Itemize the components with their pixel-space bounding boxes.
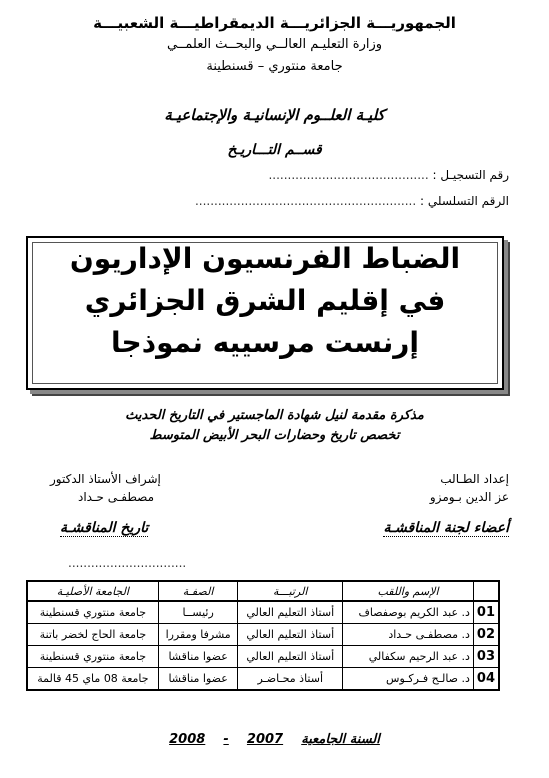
title-line-1: الضباط الفرنسيون الإداريون <box>69 242 461 275</box>
table-row <box>27 624 499 646</box>
row-number: 02 <box>473 624 499 646</box>
header-rank: الرتبـــة <box>238 581 343 601</box>
academic-year-end: 2008 <box>169 732 206 747</box>
member-rank: أستاذ التعليم العالي <box>238 624 343 646</box>
member-rank: أستاذ محـاضـر <box>238 668 343 691</box>
member-role: عضوا مناقشا <box>158 668 238 691</box>
department-line: قســم التـــاريـخ <box>227 142 322 158</box>
table-row <box>27 668 499 691</box>
member-university: جامعة الحاج لخضر باتنة <box>27 624 158 646</box>
member-rank: أستاذ التعليم العالي <box>238 601 343 624</box>
header-num <box>473 581 499 601</box>
supervisor-name: مصطفـى حـداد <box>78 490 154 504</box>
member-university: جامعة منتوري قسنطينة <box>27 601 158 624</box>
discussion-date-value: ............................... <box>68 556 187 570</box>
supervision-label: إشراف الأستاذ الدكتور <box>50 472 161 486</box>
title-box-inner-border <box>32 242 498 384</box>
memo-line-2: تخصص تاريخ وحضارات البحر الأبيض المتوسط <box>149 428 400 443</box>
serial-label: الرقم التسلسلي : <box>420 194 509 208</box>
prepared-by-label: إعداد الطـالب <box>440 472 509 486</box>
academic-year-separator: - <box>223 732 229 747</box>
student-name: عز الدين بـومزو <box>429 490 509 504</box>
row-number: 03 <box>473 646 499 668</box>
member-rank: أستاذ التعليم العالي <box>238 646 343 668</box>
republic-line: الجمهوريـــة الجزائريـــة الديمقراطيـــة الشعبيـــة <box>93 14 456 32</box>
university-line: جامعة منتوري – قسنطينة <box>206 59 343 74</box>
table-row <box>27 601 499 624</box>
registration-value: .......................................... <box>268 168 429 182</box>
header-role: الصفـة <box>158 581 238 601</box>
academic-year-label: السنة الجامعية <box>301 732 380 747</box>
committee-label: أعضاء لجنة المناقشـة <box>383 520 509 536</box>
header-university: الجامعة الأصليـة <box>27 581 158 601</box>
member-role: رئيســا <box>158 601 238 624</box>
faculty-line: كليـة العلــوم الإنسانيـة والإجتماعيـة <box>164 106 385 124</box>
table-row <box>27 646 499 668</box>
thesis-title-box <box>26 236 504 390</box>
member-university: جامعة 08 ماي 45 قالمة <box>27 668 158 691</box>
member-role: عضوا مناقشا <box>158 646 238 668</box>
member-name: د. صالـح فـركـوس <box>343 668 474 691</box>
serial-field <box>195 194 509 208</box>
jury-table <box>26 580 500 691</box>
member-name: د. عبد الرحيم سكفالي <box>343 646 474 668</box>
registration-label: رقم التسجيـل : <box>432 168 509 182</box>
title-line-3: إرنست مرسييه نموذجا <box>111 326 419 359</box>
member-name: د. عبد الكريم بوصفصاف <box>343 601 474 624</box>
member-university: جامعة منتوري قسنطينة <box>27 646 158 668</box>
title-line-2: في إقليم الشرق الجزائري <box>84 284 446 317</box>
row-number: 01 <box>473 601 499 624</box>
academic-year-start: 2007 <box>246 732 284 747</box>
academic-year <box>0 732 549 747</box>
header-name: الإسم واللقب <box>343 581 474 601</box>
jury-header-row <box>27 581 499 601</box>
discussion-date-label: تاريخ المناقشـة <box>60 520 149 536</box>
member-role: مشرفا ومقررا <box>158 624 238 646</box>
member-name: د. مصطفـى حـداد <box>343 624 474 646</box>
row-number: 04 <box>473 668 499 691</box>
ministry-line: وزارة التعليـم العالــي والبحــث العلمــي <box>166 37 383 52</box>
memo-line-1: مذكرة مقدمة لنيل شهادة الماجستير في التاريخ الحديث <box>125 408 424 423</box>
registration-field <box>268 168 509 182</box>
serial-value: .......................................................... <box>194 194 417 208</box>
